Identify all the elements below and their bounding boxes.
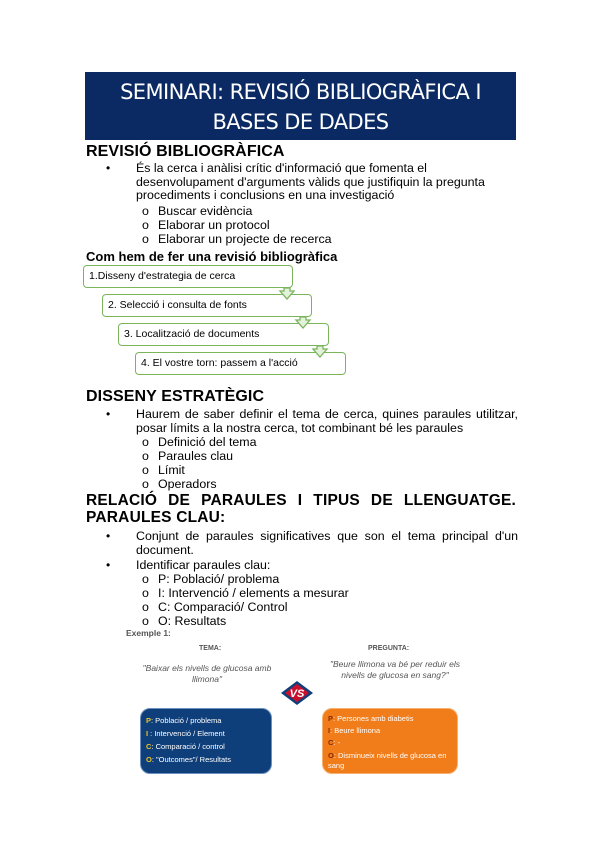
pico-row: I: Beure llimona xyxy=(328,726,381,735)
list-item: o Elaborar un projecte de recerca xyxy=(142,232,332,246)
list-item: o Operadors xyxy=(142,477,217,491)
list-item: o Elaborar un protocol xyxy=(142,218,270,232)
bullet-identificar: • Identificar paraules clau: xyxy=(106,558,271,572)
connector-arrow-2 xyxy=(296,317,310,328)
pregunta-heading: PREGUNTA: xyxy=(368,645,410,652)
pico-row: P: Població / problema xyxy=(146,716,222,725)
pico-row: I : Intervenció / Element xyxy=(146,729,225,738)
step-1: 1.Disseny d'estrategia de cerca xyxy=(83,265,293,288)
pico-row: O: Disminueix nivells de glucosa en sang xyxy=(328,751,447,770)
step-4: 4. El vostre torn: passem a l'acció xyxy=(135,352,346,375)
connector-arrow-3 xyxy=(313,346,327,357)
list-item: o O: Resultats xyxy=(142,614,227,628)
step-3: 3. Localització de documents xyxy=(118,323,329,346)
bullet-definition-text: És la cerca i anàlisi crític d'informació que fomenta el desenvolupament d'arguments vàlids que justifiquin la pregunta procediments i conclusions en una investigació xyxy=(136,161,485,202)
bullet-disseny: • Haurem de saber definir el tema de cerca, quines paraules utilitzar, posar límits a la nostra cerca, tot combinant bé les paraules xyxy=(106,407,518,435)
pico-row: C: Comparació / control xyxy=(146,742,225,751)
example-label: Exemple 1: xyxy=(126,628,171,638)
list-item: o C: Comparació/ Control xyxy=(142,600,288,614)
list-item: o Definició del tema xyxy=(142,435,257,449)
list-item: o I: Intervenció / elements a mesurar xyxy=(142,586,349,600)
bullet-definition xyxy=(106,162,518,203)
title-line-2: BASES DE DADES xyxy=(212,110,389,134)
vs-text: VS xyxy=(289,688,305,700)
list-item: o Buscar evidència xyxy=(142,204,253,218)
connector-arrow-1 xyxy=(280,288,294,299)
pico-row: P: Persones amb diabetis xyxy=(328,714,414,723)
list-item: o Paraules clau xyxy=(142,449,234,463)
pico-row: O: "Outcomes"/ Resultats xyxy=(146,755,231,764)
list-item: o P: Població/ problema xyxy=(142,572,280,586)
tema-quote: "Baixar els nivells de glucosa amb llimona" xyxy=(142,663,272,684)
title-banner xyxy=(85,72,516,140)
pico-box-tema xyxy=(140,708,272,774)
title-line-1: SEMINARI: REVISIÓ BIBLIOGRÀFICA I xyxy=(120,80,481,104)
bullet-symbol: • xyxy=(106,161,111,175)
tema-heading: TEMA: xyxy=(199,645,222,652)
heading-revisio: REVISIÓ BIBLIOGRÀFICA xyxy=(86,143,285,160)
pico-row: C: - xyxy=(328,738,341,747)
list-item: o Límit xyxy=(142,463,185,477)
heading-disseny: DISSENY ESTRATÈGIC xyxy=(86,388,265,405)
pico-box-pregunta xyxy=(322,708,458,774)
heading-relacio: RELACIÓ DE PARAULES I TIPUS DE LLENGUATGE. PARAULES CLAU: xyxy=(86,492,516,526)
pregunta-quote: "Beure llimona va bé per reduir els nivells de glucosa en sang?" xyxy=(329,659,461,680)
bullet-conjunt: • Conjunt de paraules significatives que son el tema principal d'un document. xyxy=(106,529,518,557)
step-2: 2. Selecció i consulta de fonts xyxy=(102,294,312,317)
step-connectors xyxy=(270,278,360,358)
heading-com-fer: Com hem de fer una revisió bibliogràfica xyxy=(86,249,338,264)
vs-badge-icon xyxy=(279,680,315,706)
